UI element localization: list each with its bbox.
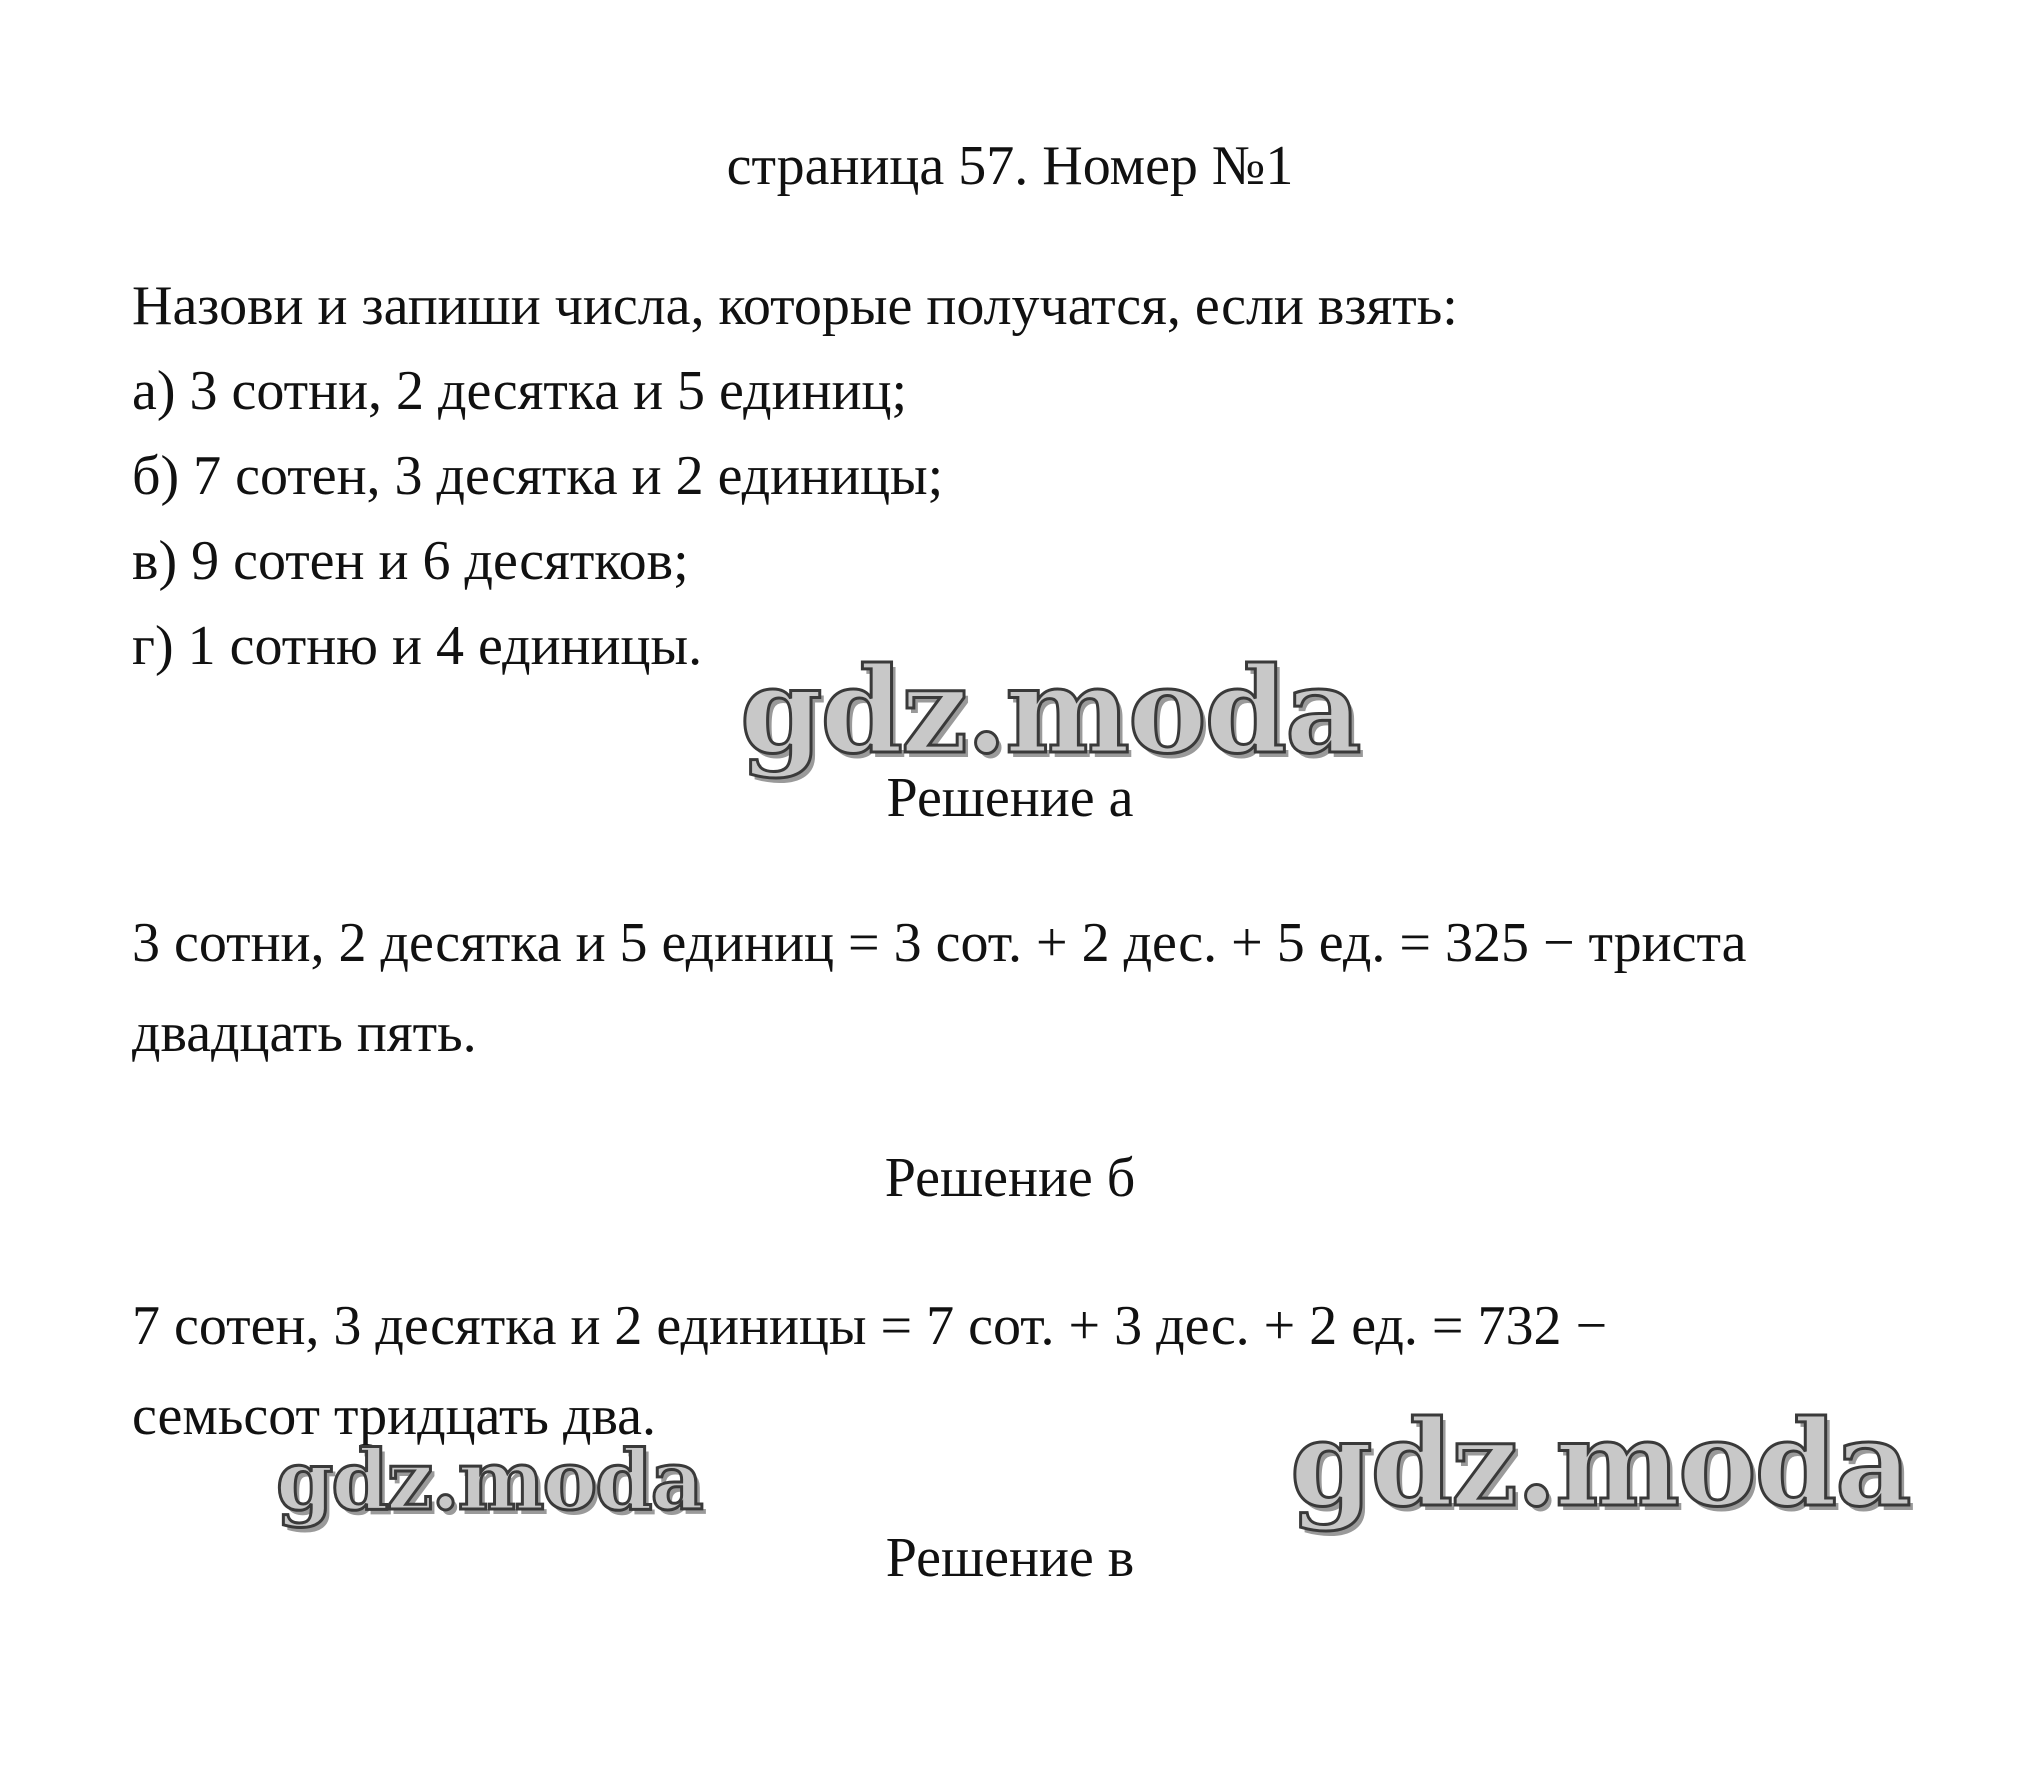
solution-b-heading: Решение б — [884, 1147, 1136, 1209]
task-intro: Назови и запиши числа, которые получатся, если взять: — [132, 275, 1458, 337]
solution-a-line-1: 3 сотни, 2 десятка и 5 единиц = 3 сот. + 2 дес. + 5 ед. = 325 − триста — [132, 912, 1747, 974]
watermark-logo: gdz.moda — [1290, 1394, 1910, 1533]
task-item-b: б) 7 сотен, 3 десятка и 2 единицы; — [132, 445, 944, 507]
solution-b-line-1: 7 сотен, 3 десятка и 2 единицы = 7 сот. + 3 дес. + 2 ед. = 732 − — [132, 1295, 1608, 1357]
solution-a-heading: Решение а — [886, 767, 1134, 829]
watermark-logo: gdz.moda — [740, 641, 1360, 780]
watermark-logo: gdz.moda — [276, 1433, 702, 1529]
task-item-g: г) 1 сотню и 4 единицы. — [132, 615, 703, 677]
solution-b-line-2: семьсот тридцать два. — [132, 1385, 657, 1447]
task-item-v: в) 9 сотен и 6 десятков; — [132, 530, 689, 592]
solution-v-heading: Решение в — [885, 1527, 1135, 1589]
solution-a-line-2: двадцать пять. — [132, 1002, 477, 1064]
page-title: страница 57. Номер №1 — [726, 135, 1294, 197]
task-item-a: а) 3 сотни, 2 десятка и 5 единиц; — [132, 360, 908, 422]
